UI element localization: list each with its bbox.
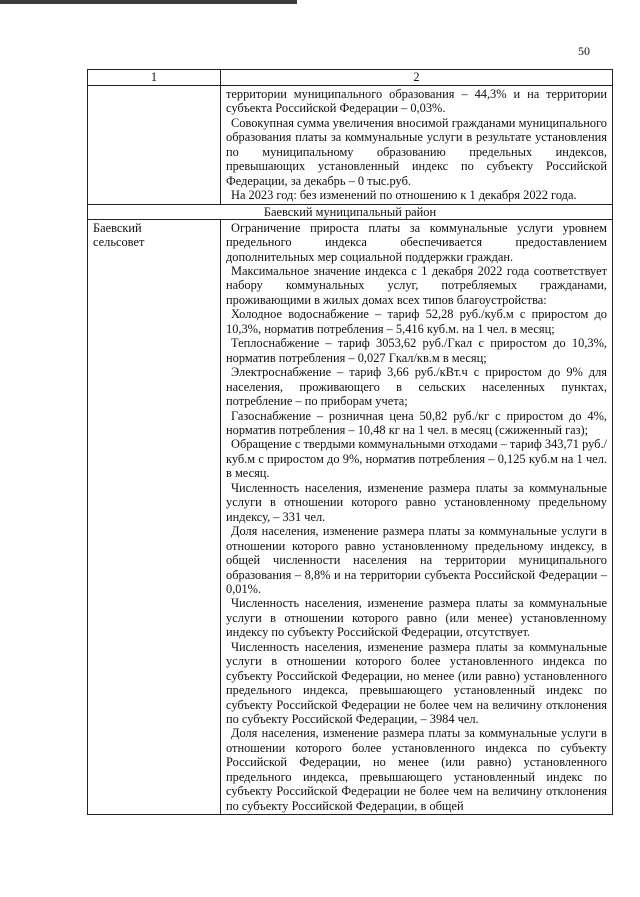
paragraph: Совокупная сумма увеличения вносимой гражданами муниципального образования платы за коммунальные услуги в результате установления по муниципальному образованию предельных индексов, превышающих установленный индекс по субъекту Российской Федерации, за декабрь – 0 тыс.руб.	[226, 115, 607, 188]
paragraph: Численность населения, изменение размера платы за коммунальные услуги в отношении которого равно (или менее) установленному индексу по субъекту Российской Федерации, отсутствует.	[226, 596, 607, 640]
paragraph: Доля населения, изменение размера платы за коммунальные услуги в отношении которого равно установленному предельному индексу, в общей численности населения на территории муниципального образования – 8,8% и на территории субъекта Российской Федерации – 0,01%.	[226, 524, 607, 596]
page-number: 50	[578, 44, 590, 58]
paragraph: Численность населения, изменение размера платы за коммунальные услуги в отношении которого равно установленному предельному индексу, – 331 чел.	[226, 480, 607, 524]
paragraph: Газоснабжение – розничная цена 50,82 руб./кг с приростом до 4%, норматив потребления – 10,48 кг на 1 чел. в месяц (сжиженный газ);	[226, 408, 607, 437]
paragraph: Холодное водоснабжение – тариф 52,28 руб./куб.м с приростом до 10,3%, норматив потребления – 5,416 куб.м. на 1 чел. в месяц;	[226, 307, 607, 336]
scan-edge-bar	[0, 0, 297, 4]
paragraph: Электроснабжение – тариф 3,66 руб./кВт.ч с приростом до 9% для населения, проживающего в сельских населенных пунктах, потребление – по приборам учета;	[226, 365, 607, 409]
table-row	[88, 86, 613, 205]
paragraph: Численность населения, изменение размера платы за коммунальные услуги в отношении которого более установленного индекса по субъекту Российской Федерации, но менее (или равно) установленного предельного индекса, превышающего установленный индекс по субъекту Российской Федерации не более чем на величину отклонения по субъекту Российской Федерации, – 3984 чел.	[226, 639, 607, 727]
table-header-row	[88, 70, 613, 86]
row1-name-cell	[88, 86, 221, 205]
table-row	[88, 219, 613, 815]
row1-content-cell	[221, 86, 613, 205]
row2-content-cell	[221, 219, 613, 815]
paragraph: территории муниципального образования – 44,3% и на территории субъекта Российской Федерации – 0,03%.	[226, 87, 607, 116]
district-row	[88, 204, 613, 219]
paragraph: Теплоснабжение – тариф 3053,62 руб./Гкал с приростом до 10,3%, норматив потребления – 0,027 Гкал/кв.м в месяц;	[226, 336, 607, 365]
district-title: Баевский муниципальный район	[88, 204, 613, 219]
paragraph: Обращение с твердыми коммунальными отходами – тариф 343,71 руб./куб.м с приростом до 9%, норматив потребления – 0,125 куб.м на 1 чел. в месяц.	[226, 437, 607, 481]
paragraph: На 2023 год: без изменений по отношению к 1 декабря 2022 года.	[231, 188, 577, 203]
row2-name-line: сельсовет	[93, 235, 145, 250]
row2-name-cell	[88, 219, 221, 815]
paragraph: Доля населения, изменение размера платы за коммунальные услуги в отношении которого более установленного индекса по субъекту Российской Федерации, но менее (или равно) установленного предельного индекса, превышающего установленный индекс по субъекту Российской Федерации не более чем на величину отклонения по субъекту Российской Федерации, в общей	[226, 726, 607, 813]
row2-name-line: Баевский	[93, 220, 142, 235]
paragraph: Ограничение прироста платы за коммунальные услуги уровнем предельного индекса обеспечивается предоставлением дополнительных мер социальной поддержки граждан.	[226, 220, 607, 264]
header-col-1: 1	[88, 70, 221, 86]
paragraph: Максимальное значение индекса с 1 декабря 2022 года соответствует набору коммунальных услуг, потребляемых гражданами, проживающими в жилых домах всех типов благоустройства:	[226, 263, 607, 307]
document-table	[87, 69, 613, 815]
header-col-2: 2	[221, 70, 613, 86]
